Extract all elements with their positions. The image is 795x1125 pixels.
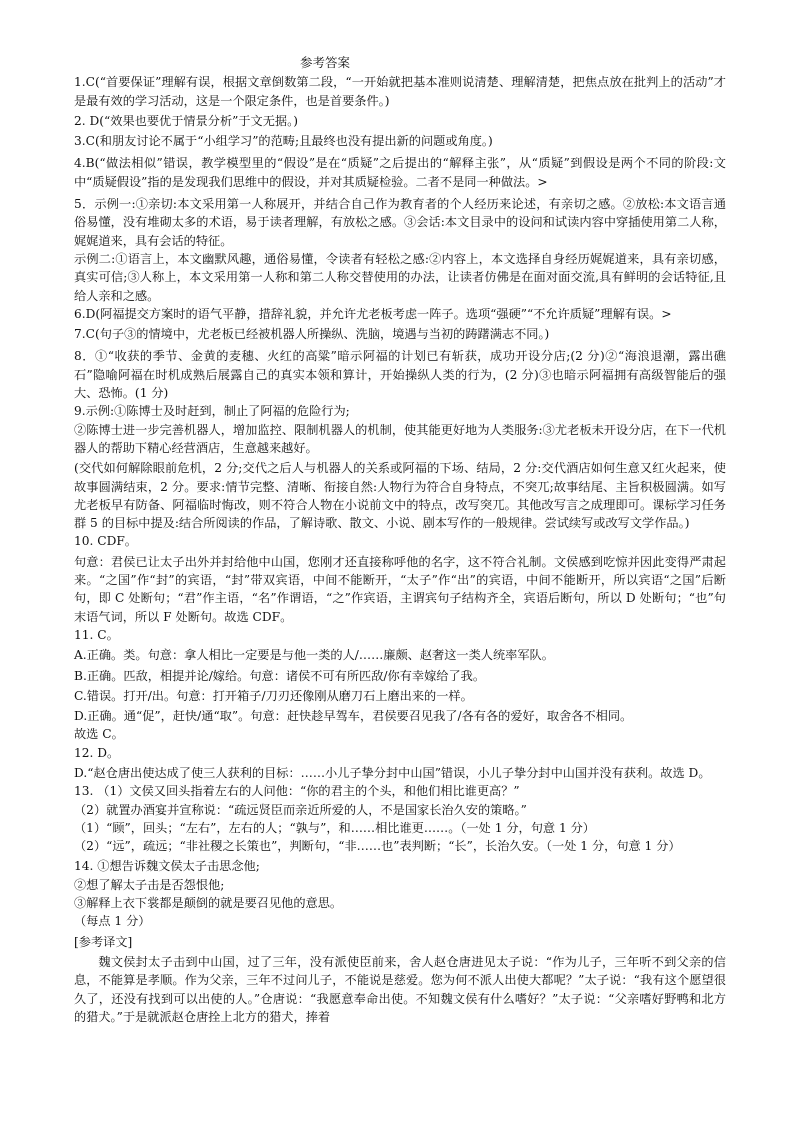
answer-11-option-d: D.正确。通“促”，赶快/通“取”。句意：赶快趁早驾车，君侯要召见我了/各有各的爱好，取舍各不相同。 [74, 709, 633, 724]
answer-6: 6.D(阿福提交方案时的语气平静，措辞礼貌，并允许尤老板考虑一阵子。选项“强硬”“不允许质疑”理解有误。> [74, 306, 672, 321]
page-title: 参考答案 [299, 55, 350, 70]
answer-12: 12. D。 [74, 745, 120, 760]
answer-7: 7.C(句子③的情境中，尤老板已经被机器人所操纵、洗脑，境遇与当初的踌躇满志不同。) [74, 327, 550, 342]
answer-page [74, 50, 726, 1026]
answer-13-scoring-1: （1）“顾”，回头；“左右”，左右的人；“孰与”，和……相比谁更……。（一处 1 分，句意 1 分） [74, 820, 595, 835]
answer-2: 2. D(“效果也要优于情景分析”于文无据。) [74, 113, 298, 128]
answer-11-conclusion: 故选 C。 [74, 727, 124, 742]
answer-14-point-2: ②想了解太子击是否怨恨他; [74, 877, 225, 892]
answer-10-explanation: 句意：君侯已让太子出外并封给他中山国，您刚才还直接称呼他的名字，这不符合礼制。文侯感到吃惊并因此变得严肃起来。“之国”作“封”的宾语，“封”带双宾语，中间不能断开，“太子”作“出”的宾语，中间不能断开，所以宾语“之国”后断句，即 C 处断句；“君”作主语，“名”作谓语，“之”作宾语，主谓宾句子结构齐全，宾语后断句，所以 D 处断句；“也”句末语气词，所以 F 处断句。故选 CDF。 [74, 554, 726, 624]
answer-13-1: 13. （1）文侯又回头指着左右的人问他：“你的君主的个头，和他们相比谁更高？” [74, 784, 520, 799]
answer-11-option-c: C.错误。打开/出。句意：打开箱子/刀刃还像刚从磨刀石上磨出来的一样。 [74, 688, 473, 703]
answer-13-2: （2）就置办酒宴并宣称说：“疏远贤臣而亲近所爱的人，不是国家长治久安的策略。” [74, 802, 527, 817]
answer-14-point-1: 14. ①想告诉魏文侯太子击思念他; [74, 859, 260, 874]
answer-11-option-b: B.正确。匹敌，相提并论/嫁给。句意：诸侯不可有所匹敌/你有幸嫁给了我。 [74, 668, 486, 683]
answer-1: 1.C(“首要保证”理解有误，根据文章倒数第二段，“一开始就把基本准则说清楚、理解清楚，把焦点放在批判上的活动”才是最有效的学习活动，这是一个限定条件，也是首要条件。) [74, 75, 726, 108]
answer-14-scoring: （每点 1 分） [74, 914, 151, 929]
answer-4: 4.B(“做法相似”错误，教学模型里的“假设”是在“质疑”之后提出的“解释主张”，从“质疑”到假设是两个不同的阶段:文中“质疑假设”指的是发现我们思维中的假设，并对其质疑检验。二者不是同一种做法。> [74, 156, 726, 189]
answer-14-point-3: ③解释上衣下裳都是颠倒的就是要召见他的意思。 [74, 896, 343, 911]
answer-11-option-a: A.正确。类。句意：拿人相比一定要是与他一类的人/……廉颇、赵奢这一类人统率军队。 [74, 648, 554, 663]
answer-9-point-2: ②陈博士进一步完善机器人，增加监控、限制机器人的机制，使其能更好地为人类服务:③尤老板未开设分店，在下一代机器人的帮助下精心经营酒店，生意越来越好。 [74, 422, 726, 455]
answer-13-scoring-2: （2）“远”，疏远；“非社稷之长策也”，判断句，“非……也”表判断；“长”，长治久安。（一处 1 分，句意 1 分） [74, 839, 681, 854]
answer-3: 3.C(和朋友讨论不属于“小组学习”的范畴;且最终也没有提出新的问题或角度。) [74, 134, 493, 149]
answer-9-scoring: (交代如何解除眼前危机，2 分;交代之后人与机器人的关系或阿福的下场、结局，2 分:交代酒店如何生意又红火起来，使故事圆满结束，2 分。要求:情节完整、清晰、衔接自然:人物行为符合自身特点，不突兀;故事结尾、主旨积极圆满。如写尤老板早有防备、阿福临时悔改，则不符合人物在小说前文中的特点，改写突兀。其他改写言之成理即可。课标学习任务群 5 的目标中提及:结合所阅读的作品，了解诗歌、散文、小说、剧本写作的一般规律。尝试续写或改写文学作品。) [74, 461, 726, 531]
answer-5-example-2: 示例二:①语言上，本文幽默风趣，通俗易懂，令读者有轻松之感:②内容上，本文选择自身经历娓娓道来，具有亲切感，真实可信;③人称上，本文采用第一人称和第二人称交替使用的办法，让读者仿佛是在面对面交流,具有鲜明的会话特征,且给人亲和之感。 [74, 251, 726, 303]
answer-10: 10. CDF。 [74, 534, 137, 549]
answer-5-example-1: 5．示例一:①亲切:本文采用第一人称展开，并结合自己作为教育者的个人经历来论述，有亲切之感。②放松:本文语言通俗易懂，没有堆砌太多的术语，易于读者理解，有放松之感。③会话:本文目录中的设问和试读内容中穿插使用第二人称，娓娓道来，具有会话的特征。 [74, 197, 726, 248]
answer-11: 11. C。 [74, 627, 119, 642]
answer-12-explanation: D.“赵仓唐出使达成了使三人获利的目标：……小儿子挚分封中山国”错误，小儿子挚分封中山国并没有获利。故选 D。 [74, 765, 711, 780]
answer-8: 8．①“收获的季节、金黄的麦穗、火红的高粱”暗示阿福的计划已有斩获，成功开设分店;(2 分)②“海浪退潮，露出礁石”隐喻阿福在时机成熟后展露自己的真实本领和算计，开始操纵人类的行为，(2 分)③也暗示阿福拥有高级智能后的强大、恐怖。(1 分) [74, 349, 726, 401]
answer-9-point-1: 9.示例:①陈博士及时赶到，制止了阿福的危险行为; [74, 404, 350, 419]
translation-text: 魏文侯封太子击到中山国，过了三年，没有派使臣前来，舍人赵仓唐进见太子说：“作为儿子，三年听不到父亲的信息，不能算是孝顺。作为父亲，三年不过问儿子，不能说是慈爱。您为何不派人出使大都呢？”太子说：“我有这个愿望很久了，还没有找到可以出使的人。”仓唐说：“我愿意奉命出使。不知魏文侯有什么嗜好？”太子说：“父亲嗜好野鸭和北方的猎犬。”于是就派赵仓唐拴上北方的猎犬，捧着 [74, 954, 726, 1024]
translation-heading: [参考译文] [74, 934, 133, 949]
